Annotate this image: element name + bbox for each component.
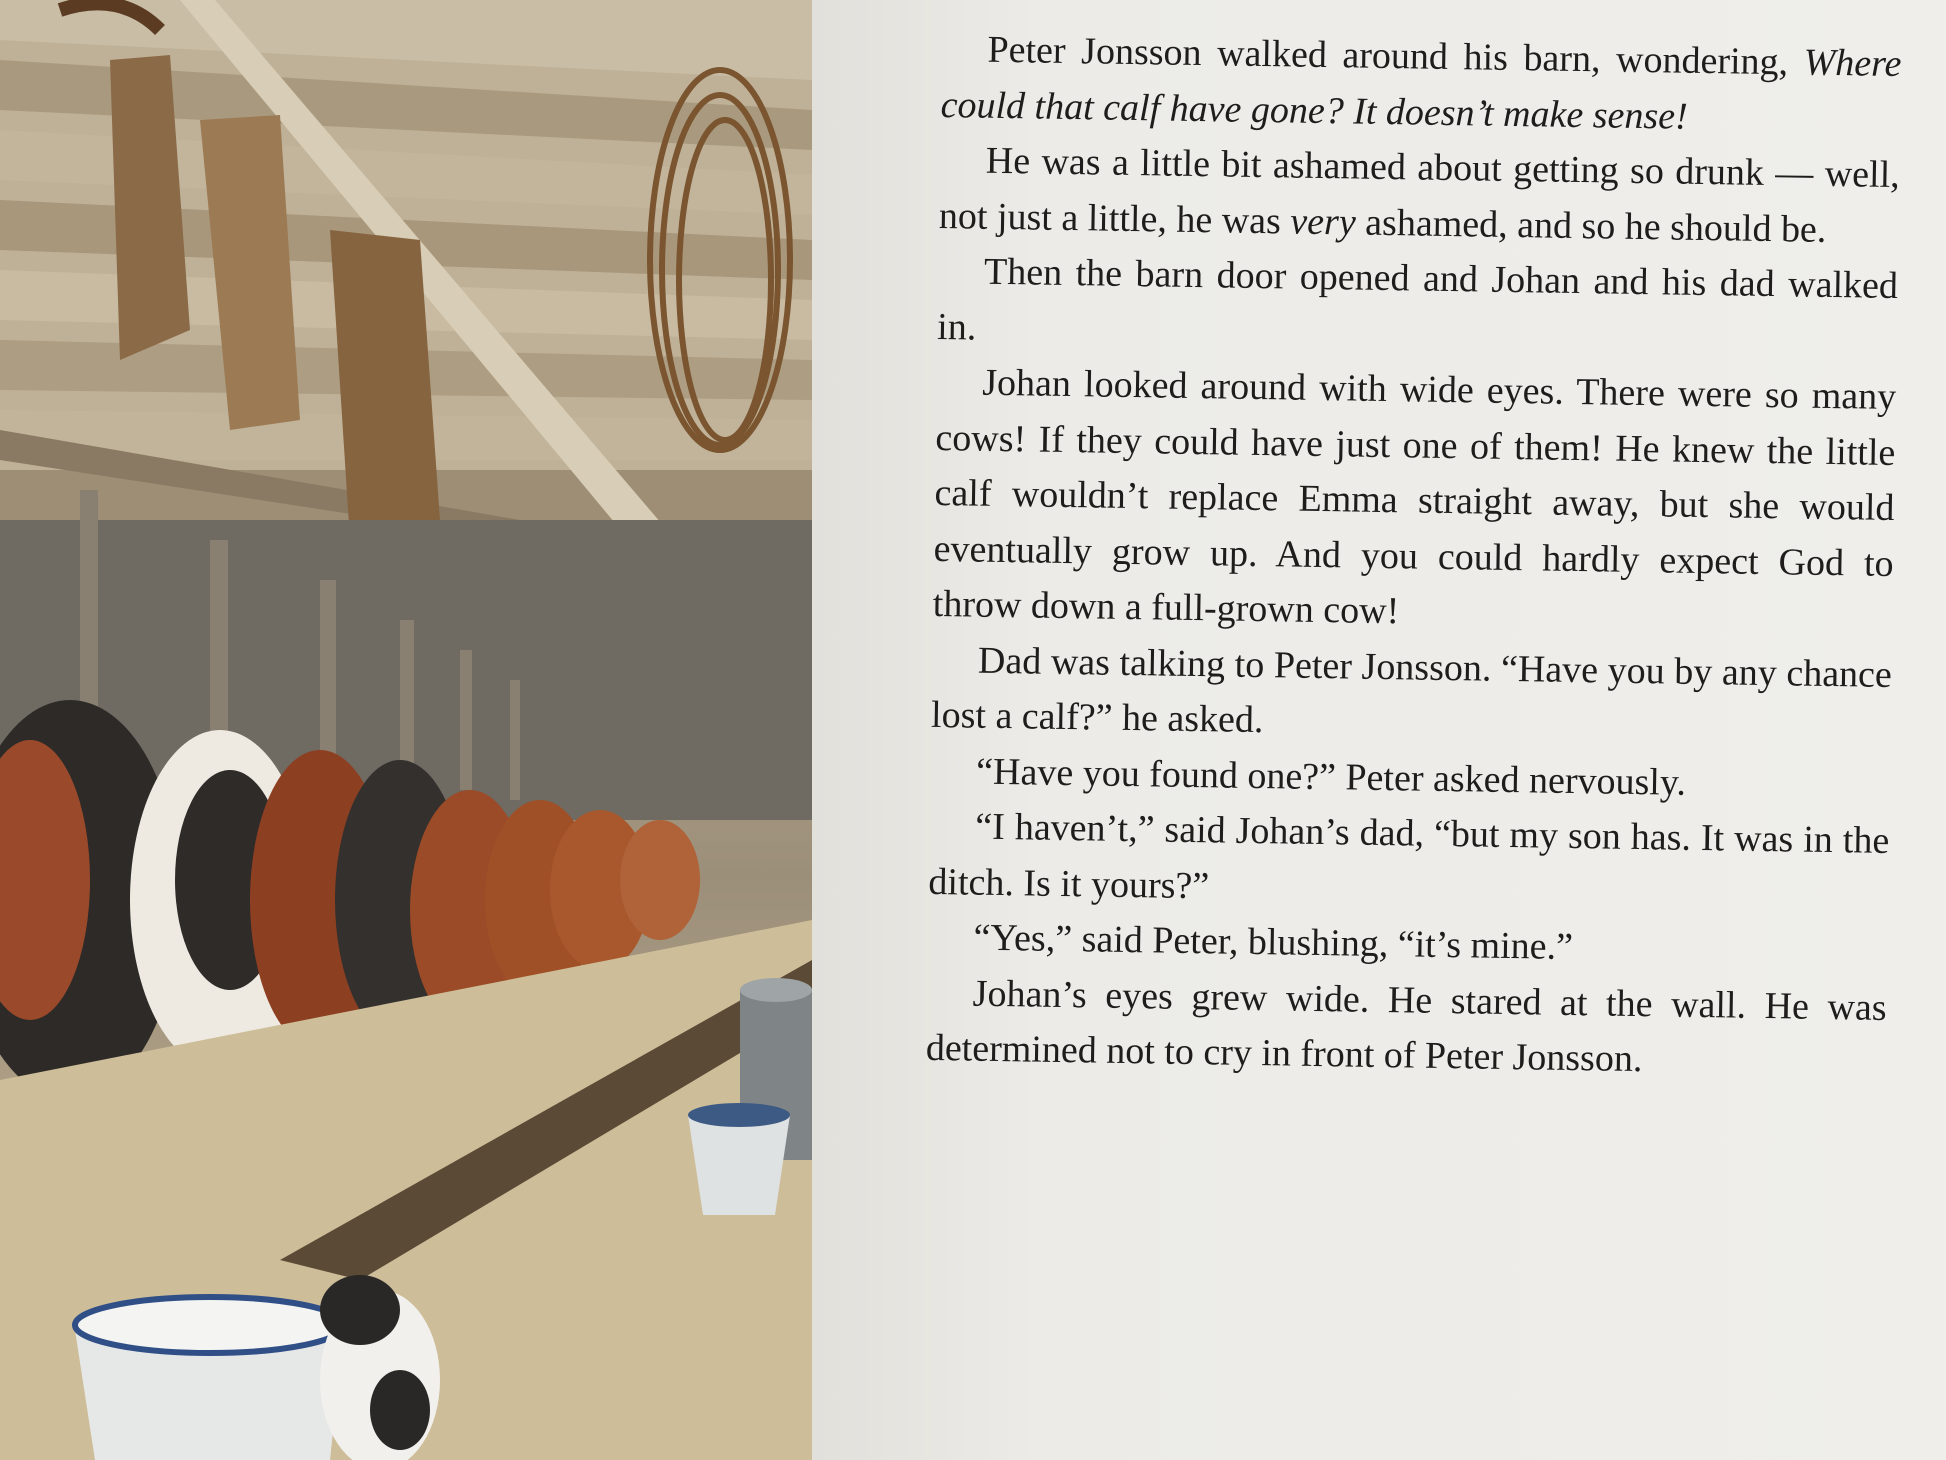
paragraph-text: Peter Jonsson walked around his barn, wondering, <box>987 28 1805 84</box>
paragraph-text: Then the barn door opened and Johan and his dad walked in. <box>936 250 1899 349</box>
paragraph-text: Johan’s eyes grew wide. He stared at the wall. He was determined not to cry in front of Peter Jonsson. <box>925 972 1887 1081</box>
text-page <box>812 0 1946 1460</box>
paragraph-text: “I haven’t,” said Johan’s dad, “but my son has. It was in the ditch. Is it yours?” <box>928 805 1890 907</box>
italic-text: Where could that calf have gone? It doesn’t make sense! <box>940 41 1902 138</box>
story-paragraph <box>932 355 1896 648</box>
story-paragraph <box>940 22 1902 148</box>
paragraph-text: He was a little bit ashamed about getting so drunk — well, not just a little, he was <box>938 139 1901 242</box>
paragraph-text: Dad was talking to Peter Jonsson. “Have you by any chance lost a calf?” he asked. <box>930 639 1893 742</box>
small-bucket <box>688 1103 790 1215</box>
story-paragraph <box>937 244 1899 370</box>
story-paragraph <box>928 799 1890 925</box>
story-text <box>925 22 1901 1091</box>
paragraph-text: Johan looked around with wide eyes. There were so many cows! If they could have just one of them! He knew the little calf wouldn’t replace Emma straight away, but she would eventually grow up. And you could hardly expect God to throw down a full-grown cow! <box>932 361 1897 633</box>
paragraph-text: “Yes,” said Peter, blushing, “it’s mine.” <box>973 916 1574 969</box>
story-paragraph <box>931 632 1893 758</box>
paragraph-text: “Have you found one?” Peter asked nervously. <box>975 750 1687 804</box>
story-paragraph <box>939 133 1901 259</box>
story-paragraph <box>925 965 1887 1091</box>
barn-watercolor-image <box>0 0 812 1460</box>
italic-text: very <box>1290 199 1357 244</box>
paragraph-text: ashamed, and so he should be. <box>1355 201 1827 251</box>
barn-illustration <box>0 0 812 1460</box>
milk-bucket <box>75 1297 345 1460</box>
